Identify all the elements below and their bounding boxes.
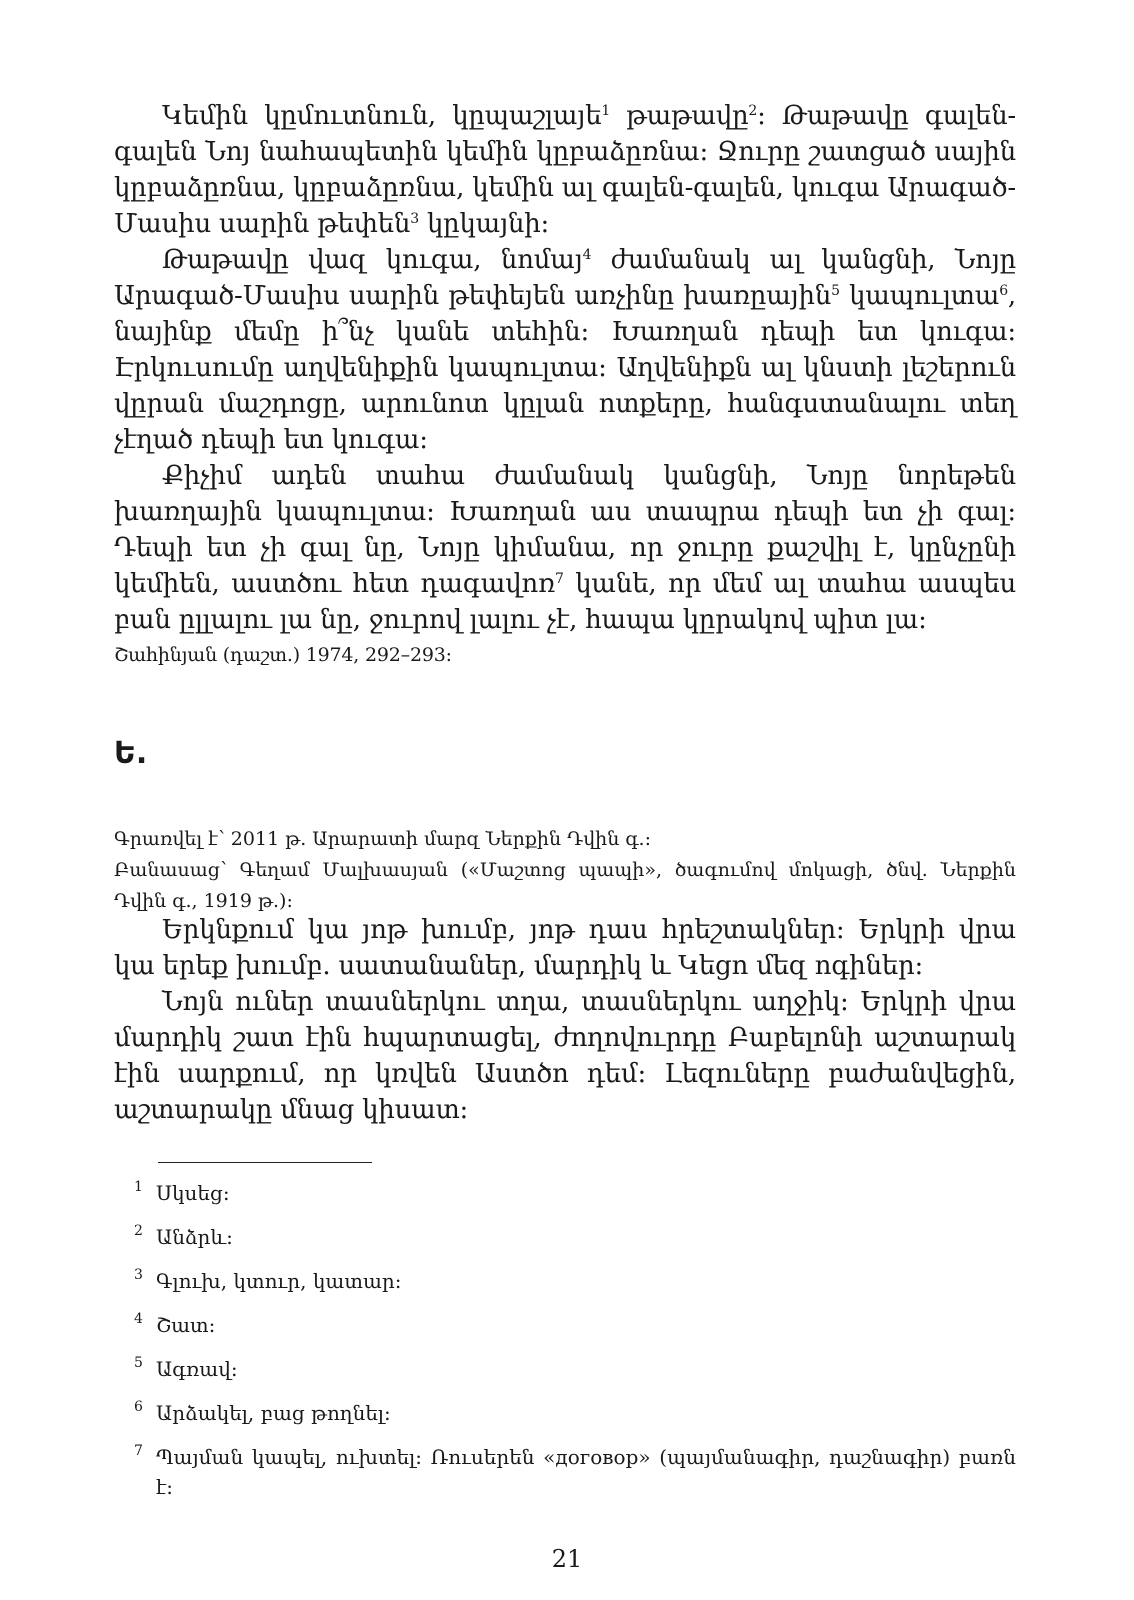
text-run: կանե, որ մեմ ալ տահա ասպես բան ըլլալու լա նը, ջուրով լալու չէ, հապա կըրակով պիտ լա: xyxy=(114,569,1017,635)
text-run: կըկայնի: xyxy=(418,209,550,239)
footnote: 1 Սկսեց: xyxy=(134,1179,230,1205)
story-1-paragraph-1 xyxy=(114,98,1016,242)
story-1-paragraph-2 xyxy=(114,242,1016,458)
footnote: 6 Արձակել, բաց թողնել: xyxy=(134,1399,391,1425)
source-citation: Շահինյան (դաշտ.) 1974, 292–293: xyxy=(114,644,452,666)
story-1-paragraph-3 xyxy=(114,458,1016,638)
footnote-marker: 5 xyxy=(831,283,840,299)
story-2-paragraph-2: Նոյն ուներ տասներկու տղա, տասներկու աղջիկ: Երկրի վրա մարդիկ շատ էին հպարտացել, ժողովուրդը Բաբելոնի աշտարակ էին սարքում, որ կռվեն Աստծո դեմ: Լեզուները բաժանվեցին, աշտարակը մնաց կիսատ: xyxy=(114,987,1016,1125)
footnote-divider xyxy=(158,1162,372,1163)
footnote-marker: 7 xyxy=(554,571,564,587)
footnote-text: Արձակել, բաց թողնել: xyxy=(156,1401,391,1425)
footnote-text: Ագռավ: xyxy=(156,1357,238,1381)
text-run: : Թաթավը գալեն-գալեն Նոյ նահապետին կեմին կըբաձըռնա: Ջուրը շատցած սային կըբաձըռնա, կըբաձըռնա, կեմին ալ գալեն-գալեն, կուգա Արագած-Մասիս սարին թեփեն xyxy=(114,101,1016,239)
footnote-text: Սկսեց: xyxy=(156,1181,230,1205)
story-1 xyxy=(114,98,1016,670)
footnote-marker: 4 xyxy=(582,247,592,263)
section-heading: Ե. xyxy=(114,736,148,771)
footnote: 7 Պայման կապել, ուխտել: Ռուսերեն «договор» (պայմանագիր, դաշնագիր) բառն է: xyxy=(134,1443,1016,1499)
story-2 xyxy=(114,912,1016,1128)
page-number: 21 xyxy=(551,1545,583,1573)
recorded-note: Գրառվել է՝ 2011 թ. Արարատի մարզ Ներքին Դվին գ.: xyxy=(114,828,651,850)
footnote: 5 Ագռավ: xyxy=(134,1355,238,1381)
footnote-text: Շատ: xyxy=(156,1313,216,1337)
text-run: ժամանակ ալ կանցնի, Նոյը Արագած-Մասիս սարին թեփեյեն առչինը խառըային xyxy=(114,245,1016,311)
footnote-marker: 2 xyxy=(748,103,758,119)
footnote-marker: 1 xyxy=(601,103,611,119)
text-run: կապուլտա xyxy=(839,281,1000,311)
story-2-paragraph-1: Երկնքում կա յոթ խումբ, յոթ դաս հրեշտակներ: Երկրի վրա կա երեք խումբ. սատանաներ, մարդիկ և Կեցո մեզ ոգիներ: xyxy=(114,915,1016,981)
footnote-marker: 3 xyxy=(410,211,419,227)
text-run: Քիչիմ ադեն տահա ժամանակ կանցնի, Նոյը նորեթեն խառղային կապուլտա: Խառղան աս տապրա դեպի ետ չի գալ: Դեպի ետ չի գալ նը, Նոյը կիմանա, որ ջուրը քաշվիլ է, կընչընի կեմիեն, աստծու հետ դագավոռ xyxy=(114,461,1016,599)
record-info xyxy=(114,824,1016,917)
text-run: , նայինք մեմը ի՞նչ կանե տեհին: Խառղան դեպի ետ կուգա: Էրկուսումը աղվենիքին կապուլտա: Աղվենիքն ալ կնստի լեշերուն վըրան մաշդոցը, արունոտ կըլան ոտքերը, հանգստանալու տեղ չէղած դեպի ետ կուգա: xyxy=(114,281,1016,455)
footnote-text: Գլուխ, կտուր, կատար: xyxy=(156,1269,402,1293)
footnote-text: Անձրև: xyxy=(156,1225,233,1249)
footnote-marker: 6 xyxy=(999,283,1008,299)
footnote: 4 Շատ: xyxy=(134,1311,216,1337)
footnotes-list xyxy=(134,1178,1016,1502)
narrator-note: Բանասաց՝ Գեղամ Մալխասյան («Մաշտոց պապի», ծագումով մոկացի, ծնվ. Ներքին Դվին գ., 1919 թ.): xyxy=(114,859,1016,912)
text-run: թաթավը xyxy=(610,101,749,131)
text-run: Կեմին կըմուտնուն, կըպաշլայե xyxy=(162,101,602,131)
footnote: 2 Անձրև: xyxy=(134,1223,233,1249)
footnote-text: Պայման կապել, ուխտել: Ռուսերեն «договор» (պայմանագիր, դաշնագիր) բառն է: xyxy=(156,1445,1016,1499)
footnote: 3 Գլուխ, կտուր, կատար: xyxy=(134,1267,402,1293)
text-run: Թաթավը վազ կուգա, նոմայ xyxy=(162,245,583,275)
